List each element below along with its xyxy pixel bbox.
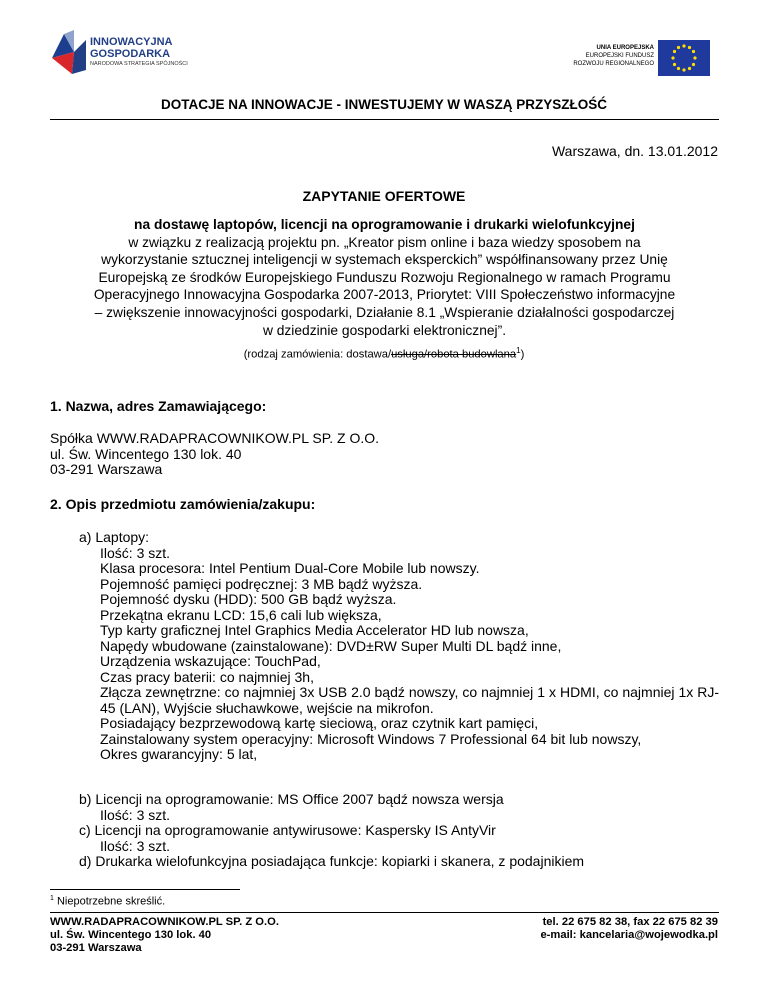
footnote: $^1$ Niepotrzebne skreślić.: [50, 895, 166, 908]
spec-line: Czas pracy baterii: co najmniej 3h,: [100, 668, 314, 685]
intro-line: wykorzystanie sztucznej inteligencji w systemach eksperckich” współfinansowany przez Unię: [101, 252, 668, 268]
footer-email: e-mail: kancelaria@wojewodka.pl: [540, 929, 718, 941]
header-slogan: DOTACJE NA INNOWACJE - INWESTUJEMY W WASZĄ PRZYSZŁOŚĆ: [160, 97, 608, 112]
section-2-heading: 2. Opis przedmiotu zamówienia/zakupu:: [50, 496, 316, 512]
spec-line: Złącza zewnętrzne: co najmniej 3x USB 2.0 bądź nowszy, co najmniej 1 x HDMI, co najmniej 1x RJ-45 (LAN), Wyjście słuchawkowe, wejście na mikrofon.: [100, 684, 719, 716]
item-c-label: c) Licencji na oprogramowanie antywirusowe: Kaspersky IS AntyVir: [79, 822, 496, 839]
item-a-laptops: [79, 530, 719, 763]
ig-logo-text: INNOWACYJNA GOSPODARKA NARODOWA STRATEGIA SPÓJNOŚCI: [90, 36, 188, 67]
spec-line: Pojemność dysku (HDD): 500 GB bądź wyższa.: [100, 591, 397, 607]
spec-line: Urządzenia wskazujące: TouchPad,: [100, 653, 321, 669]
item-c-qty: Ilość: 3 szt.: [100, 837, 171, 854]
eu-flag-icon: [658, 40, 710, 76]
item-b-qty: Ilość: 3 szt.: [100, 806, 171, 823]
footer-contact: [540, 916, 718, 942]
spec-line: Ilość: 3 szt.: [100, 544, 171, 561]
item-b-label: b) Licencji na oprogramowanie: MS Office 2007 bądź nowsza wersja: [79, 791, 504, 807]
spec-line: Napędy wbudowane (zainstalowane): DVD±RW Super Multi DL bądź inne,: [100, 637, 562, 654]
intro-line: Operacyjnego Innowacyjna Gospodarka 2007-2013, Priorytet: VIII Społeczeństwo informacyjne: [93, 287, 676, 303]
intro-paragraph: [50, 216, 719, 339]
spec-line: Posiadający bezprzewodową kartę sieciową, oraz czytnik kart pamięci,: [100, 715, 539, 731]
intro-line: – zwiększenie innowacyjności gospodarki, Działanie 8.1 „Wspieranie działalności gospodarczej: [94, 304, 675, 320]
footnote-ref: 1: [516, 346, 521, 355]
intro-line: w dziedzinie gospodarki elektronicznej”.: [262, 322, 507, 338]
intro-line: Europejską ze środków Europejskiego Funduszu Rozwoju Regionalnego w ramach Programu: [98, 269, 671, 285]
document-title: ZAPYTANIE OFERTOWE: [302, 188, 466, 204]
eu-logo-text: UNIA EUROPEJSKA EUROPEJSKI FUNDUSZ ROZWOJU REGIONALNEGO: [573, 45, 654, 67]
spec-line: Pojemność pamięci podręcznej: 3 MB bądź wyższa.: [100, 575, 423, 592]
document-date: Warszawa, dn. 13.01.2012: [551, 143, 718, 159]
struck-options: usługa/robota budowlana: [391, 348, 517, 361]
intro-subject: na dostawę laptopów, licencji na oprogramowanie i drukarki wielofunkcyjnej: [134, 217, 635, 232]
spec-line: Przekątna ekranu LCD: 15,6 cali lub większa,: [100, 606, 382, 623]
order-kind: (rodzaj zamówienia: dostawa/usługa/robota budowlana$^1$): [243, 346, 525, 361]
footer-phone: tel. 22 675 82 38, fax 22 675 82 39: [542, 916, 718, 928]
innowacyjna-gospodarka-logo: [50, 30, 200, 80]
item-d-label: d) Drukarka wielofunkcyjna posiadająca funkcje: kopiarki i skanera, z podajnikiem: [79, 853, 585, 870]
header-divider: [50, 119, 719, 120]
footer-divider: [50, 912, 719, 913]
items-b-d: [79, 792, 719, 870]
intro-line: w związku z realizacją projektu pn. „Kreator pism online i baza wiedzy sposobem na: [128, 234, 641, 250]
client-address: Spółka WWW.RADAPRACOWNIKOW.PL SP. Z O.O. ul. Św. Wincentego 130 lok. 40 03-291 Warszawa: [50, 430, 380, 477]
footer-address: WWW.RADAPRACOWNIKOW.PL SP. Z O.O. ul. Św. Wincentego 130 lok. 40 03-291 Warszawa: [50, 916, 279, 954]
spec-line: Typ karty graficznej Intel Graphics Media Accelerator HD lub nowsza,: [100, 622, 529, 638]
spec-line: Okres gwarancyjny: 5 lat,: [100, 746, 258, 762]
section-1-heading: 1. Nazwa, adres Zamawiającego:: [50, 398, 267, 414]
spec-line: Zainstalowany system operacyjny: Microsoft Windows 7 Professional 64 bit lub nowszy,: [100, 730, 642, 747]
eu-logo: [560, 40, 710, 78]
footnote-divider: [50, 889, 240, 890]
item-a-label: a) Laptopy:: [79, 529, 150, 545]
spec-line: Klasa procesora: Intel Pentium Dual-Core Mobile lub nowszy.: [100, 560, 480, 576]
